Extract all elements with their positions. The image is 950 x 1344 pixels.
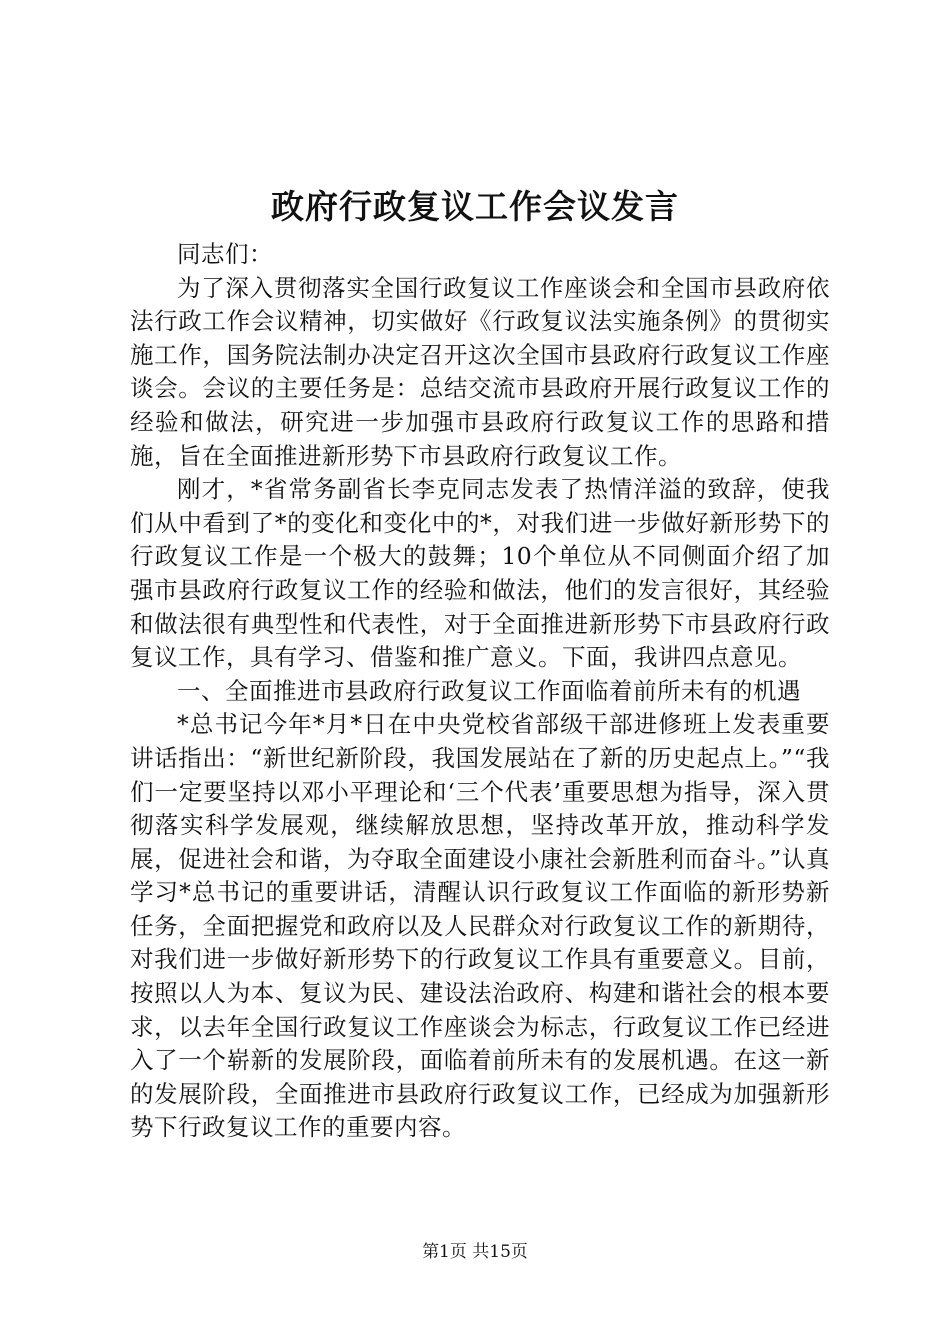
salutation: 同志们： <box>177 240 273 268</box>
paragraph-2: 刚才，*省常务副省长李克同志发表了热情洋溢的致辞，使我们从中看到了*的变化和变化中的*，对我们进一步做好新形势下的行政复议工作是一个极大的鼓舞；10个单位从不同侧面介绍了加强市县政府行政复议工作的经验和做法，他们的发言很好，其经验和做法很有典型性和代表性，对于全面推进新形势下市县政府行政复议工作，具有学习、借鉴和推广意义。下面，我讲四点意见。 <box>130 475 830 672</box>
section-heading-1: 一、全面推进市县政府行政复议工作面临着前所未有的机遇 <box>177 676 801 705</box>
page-number-footer: 第1页 共15页 <box>422 1242 528 1262</box>
paragraph-1: 为了深入贯彻落实全国行政复议工作座谈会和全国市县政府依法行政工作会议精神，切实做好《行政复议法实施条例》的贯彻实施工作，国务院法制办决定召开这次全国市县政府行政复议工作座谈会。会议的主要任务是：总结交流市县政府开展行政复议工作的经验和做法，研究进一步加强市县政府行政复议工作的思路和措施，旨在全面推进新形势下市县政府行政复议工作。 <box>130 273 830 470</box>
document-title: 政府行政复议工作会议发言 <box>271 187 679 226</box>
paragraph-3: *总书记今年*月*日在中央党校省部级干部进修班上发表重要讲话指出：“新世纪新阶段，我国发展站在了新的历史起点上。”“我们一定要坚持以邓小平理论和‘三个代表’重要思想为指导，深入贯彻落实科学发展观，继续解放思想，坚持改革开放，推动科学发展，促进社会和谐，为夺取全面建设小康社会新胜利而奋斗。”认真学习*总书记的重要讲话，清醒认识行政复议工作面临的新形势新任务，全面把握党和政府以及人民群众对行政复议工作的新期待，对我们进一步做好新形势下的行政复议工作具有重要意义。目前，按照以人为本、复议为民、建设法治政府、构建和谐社会的根本要求，以去年全国行政复议工作座谈会为标志，行政复议工作已经进入了一个崭新的发展阶段，面临着前所未有的发展机遇。在这一新的发展阶段，全面推进市县政府行政复议工作，已经成为加强新形势下行政复议工作的重要内容。 <box>130 710 830 1142</box>
document-body <box>130 238 830 1145</box>
